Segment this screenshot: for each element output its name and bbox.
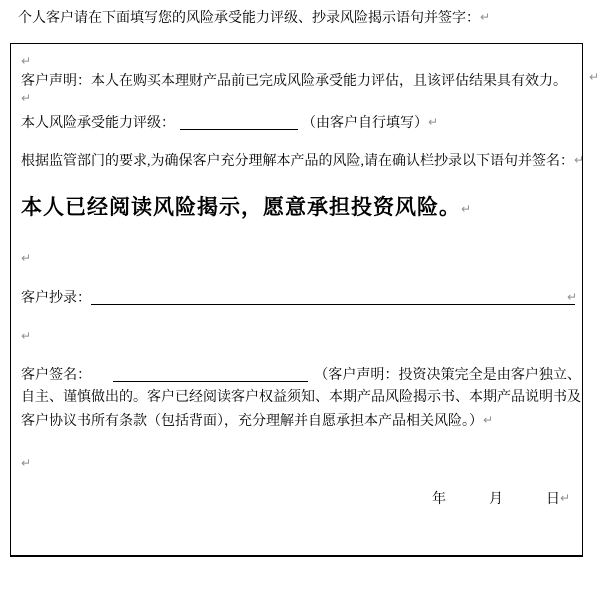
paragraph-mark-icon: ↵ bbox=[480, 10, 491, 24]
regulator-request-line bbox=[21, 150, 584, 170]
declaration-text: 客户声明：本人在购买本理财产品前已完成风险承受能力评估，且该评估结果具有效力。 bbox=[21, 74, 567, 89]
paragraph-mark-icon: ↵ bbox=[567, 290, 578, 304]
signature-note: （客户声明：投资决策完全是由客户独立、自主、谨慎做出的。客户已经阅读客户权益须知、本期产品风险揭示书、本期产品说明书及客户协议书所有条款（包括背面），充分理解并自愿承担本产品相关风险。） bbox=[21, 368, 582, 429]
paragraph-mark-icon: ↵ bbox=[21, 251, 32, 265]
paragraph-mark-icon: ↵ bbox=[21, 91, 32, 105]
date-day-wrap bbox=[546, 488, 570, 508]
rating-hint: （由客户自行填写） bbox=[302, 116, 428, 131]
date-day-label: 日 bbox=[545, 492, 560, 507]
risk-confirmation-box bbox=[10, 43, 583, 557]
signature-label: 客户签名： bbox=[21, 368, 92, 383]
paragraph-mark-icon: ↵ bbox=[21, 329, 32, 343]
risk-statement-text: 本人已经阅读风险揭示，愿意承担投资风险。 bbox=[21, 195, 461, 219]
risk-statement-line bbox=[21, 191, 471, 221]
paragraph-mark-icon: ↵ bbox=[589, 70, 600, 84]
paragraph-mark-icon: ↵ bbox=[21, 456, 32, 470]
rating-label: 本人风险承受能力评级： bbox=[21, 116, 175, 131]
date-month-label: 月 bbox=[488, 492, 503, 507]
paragraph-mark-icon: ↵ bbox=[483, 413, 494, 427]
instruction-line bbox=[18, 7, 490, 27]
paragraph-mark-icon: ↵ bbox=[21, 54, 32, 68]
transcribe-line bbox=[21, 287, 577, 307]
paragraph-mark-icon: ↵ bbox=[559, 491, 570, 505]
date-year-label: 年 bbox=[431, 492, 446, 507]
paragraph-mark-icon: ↵ bbox=[574, 153, 585, 167]
rating-blank-field[interactable] bbox=[180, 116, 298, 130]
transcribe-label: 客户抄录： bbox=[21, 291, 91, 306]
signature-paragraph bbox=[21, 365, 581, 433]
signature-blank-field[interactable] bbox=[113, 368, 308, 382]
regulator-request-text: 根据监管部门的要求,为确保客户充分理解本产品的风险,请在确认栏抄录以下语句并签名： bbox=[21, 154, 574, 169]
date-line bbox=[11, 488, 582, 508]
transcribe-blank-field[interactable] bbox=[91, 290, 578, 305]
paragraph-mark-icon: ↵ bbox=[461, 202, 472, 216]
declaration-line bbox=[21, 70, 567, 90]
paragraph-mark-icon: ↵ bbox=[428, 115, 439, 129]
rating-line bbox=[21, 112, 438, 132]
instruction-text: 个人客户请在下面填写您的风险承受能力评级、抄录风险揭示语句并签字： bbox=[18, 11, 480, 26]
